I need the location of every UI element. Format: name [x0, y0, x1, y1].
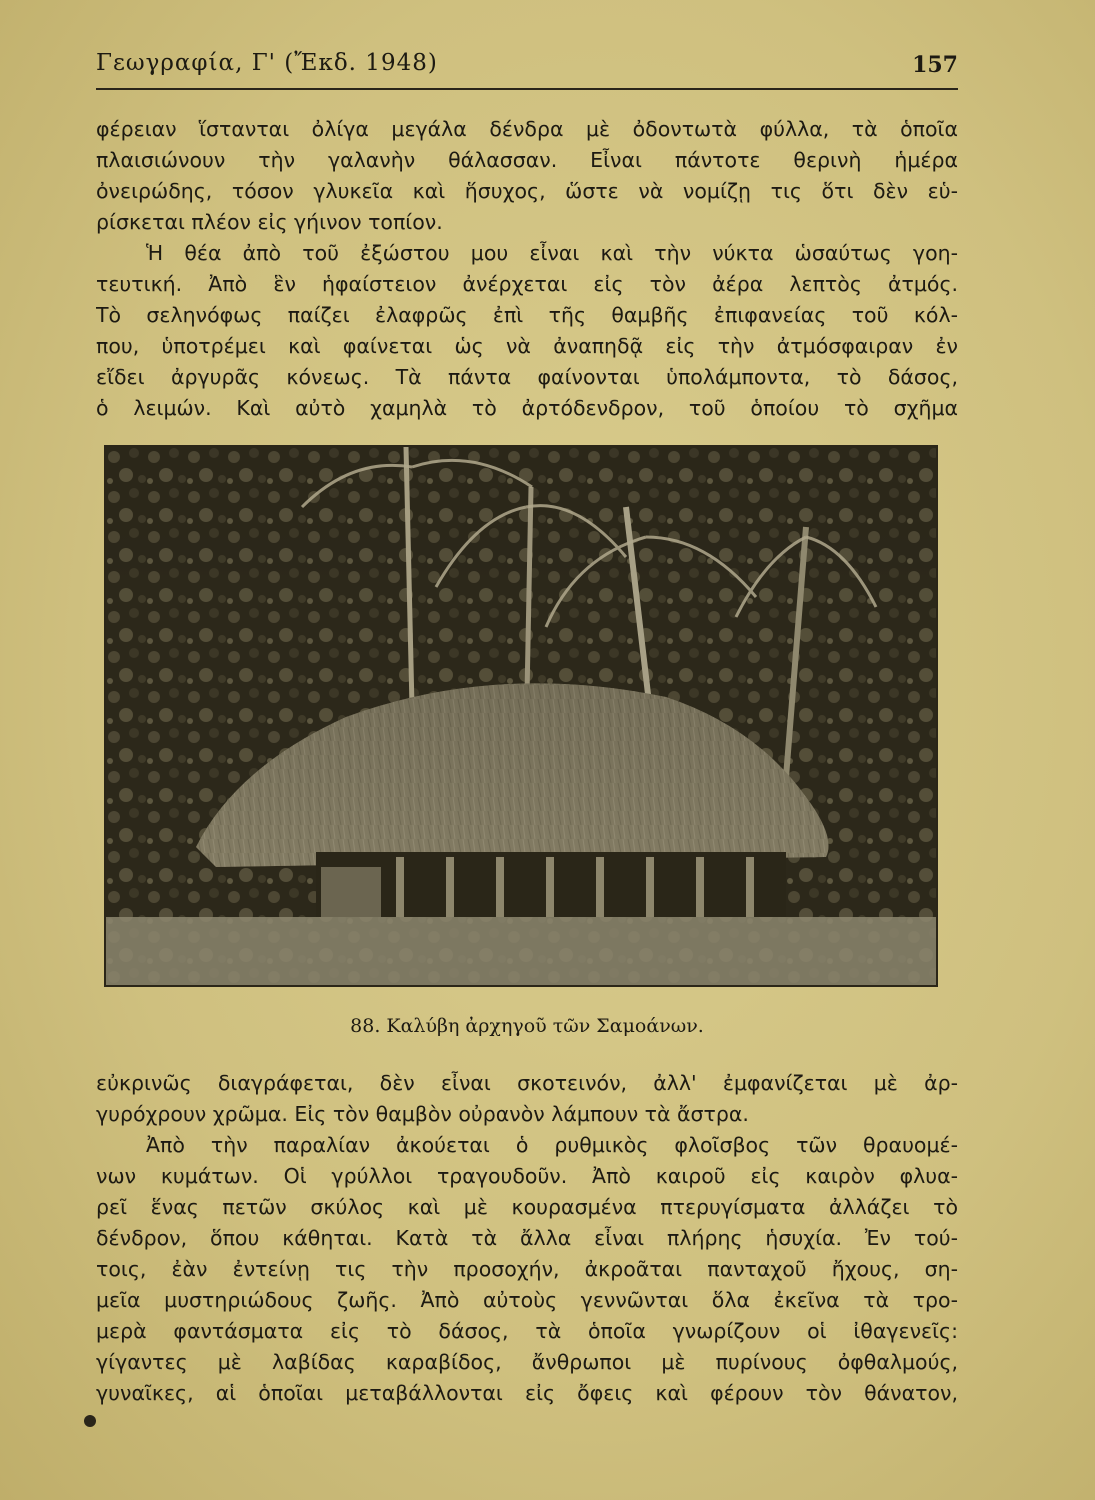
text-line: τευτική. Ἀπὸ ἓν ἡφαίστειον ἀνέρχεται εἰς τὸν ἀέρα λεπτὸς ἀτμός. [96, 272, 958, 296]
page-header [96, 46, 958, 86]
text-line: ρεῖ ἕνας πετῶν σκύλος καὶ μὲ κουρασμένα πτερυγίσματα ἀλλάζει τὸ [96, 1195, 958, 1219]
text-line: Ἀπὸ τὴν παραλίαν ἀκούεται ὁ ρυθμικὸς φλοῖσβος τῶν θραυομέ- [146, 1133, 958, 1157]
text-line: γίγαντες μὲ λαβίδας καραβίδος, ἄνθρωποι μὲ πυρίνους ὀφθαλμούς, [96, 1350, 958, 1374]
text-line: ὀνειρώδης, τόσον γλυκεῖα καὶ ἥσυχος, ὥστε νὰ νομίζῃ τις ὅτι δὲν εὑ- [96, 179, 958, 203]
text-line: που, ὑποτρέμει καὶ φαίνεται ὡς νὰ ἀναπηδᾷ εἰς τὴν ἀτμόσφαιραν ἐν [96, 334, 958, 358]
header-rule [96, 88, 958, 90]
text-line: τοις, ἐὰν ἐντείνῃ τις τὴν προσοχήν, ἀκροᾶται πανταχοῦ ἤχους, ση- [96, 1257, 958, 1281]
running-title: Γεωγραφία, Γ' (Ἔκδ. 1948) [96, 50, 438, 76]
text-line: Τὸ σεληνόφως παίζει ἐλαφρῶς ἐπὶ τῆς θαμβῆς ἐπιφανείας τοῦ κόλ- [96, 303, 958, 327]
hut-photograph [104, 445, 938, 987]
bottom-text-block [96, 1068, 958, 1409]
text-line: εὐκρινῶς διαγράφεται, δὲν εἶναι σκοτεινόν, ἀλλ' ἐμφανίζεται μὲ ἀρ- [96, 1071, 958, 1095]
text-line: δένδρον, ὅπου κάθηται. Κατὰ τὰ ἄλλα εἶναι πλήρης ἡσυχία. Ἐν τού- [96, 1226, 958, 1250]
top-text-block [96, 114, 958, 424]
text-line: νων κυμάτων. Οἱ γρύλλοι τραγουδοῦν. Ἀπὸ καιροῦ εἰς καιρὸν φλυα- [96, 1164, 958, 1188]
text-line: πλαισιώνουν τὴν γαλανὴν θάλασσαν. Εἶναι πάντοτε θερινὴ ἡμέρα [96, 148, 958, 172]
text-line: μεῖα μυστηριώδους ζωῆς. Ἀπὸ αὐτοὺς γεννῶνται ὅλα ἐκεῖνα τὰ τρο- [96, 1288, 958, 1312]
text-line: φέρειαν ἵστανται ὀλίγα μεγάλα δένδρα μὲ ὀδοντωτὰ φύλλα, τὰ ὁποῖα [96, 117, 958, 141]
page-number: 157 [912, 52, 958, 78]
text-line: γυρόχρουν χρῶμα. Εἰς τὸν θαμβὸν οὐρανὸν λάμπουν τὰ ἄστρα. [96, 1102, 749, 1126]
figure-caption: 88. Καλύβη ἀρχηγοῦ τῶν Σαμοάνων. [350, 1015, 704, 1037]
text-line: εἴδει ἀργυρᾶς κόνεως. Τὰ πάντα φαίνονται ὑπολάμποντα, τὸ δάσος, [96, 365, 958, 389]
text-line: γυναῖκες, αἱ ὁποῖαι μεταβάλλονται εἰς ὄφεις καὶ φέρουν τὸν θάνατον, [96, 1381, 958, 1405]
binding-hole-mark [84, 1415, 96, 1427]
text-line: Ἡ θέα ἀπὸ τοῦ ἐξώστου μου εἶναι καὶ τὴν νύκτα ὡσαύτως γοη- [146, 241, 958, 265]
text-line: μερὰ φαντάσματα εἰς τὸ δάσος, τὰ ὁποῖα γνωρίζουν οἱ ἰθαγενεῖς: [96, 1319, 958, 1343]
text-line: ὁ λειμών. Καὶ αὐτὸ χαμηλὰ τὸ ἀρτόδενδρον, τοῦ ὁποίου τὸ σχῆμα [96, 396, 958, 420]
text-line: ρίσκεται πλέον εἰς γήινον τοπίον. [96, 210, 443, 234]
